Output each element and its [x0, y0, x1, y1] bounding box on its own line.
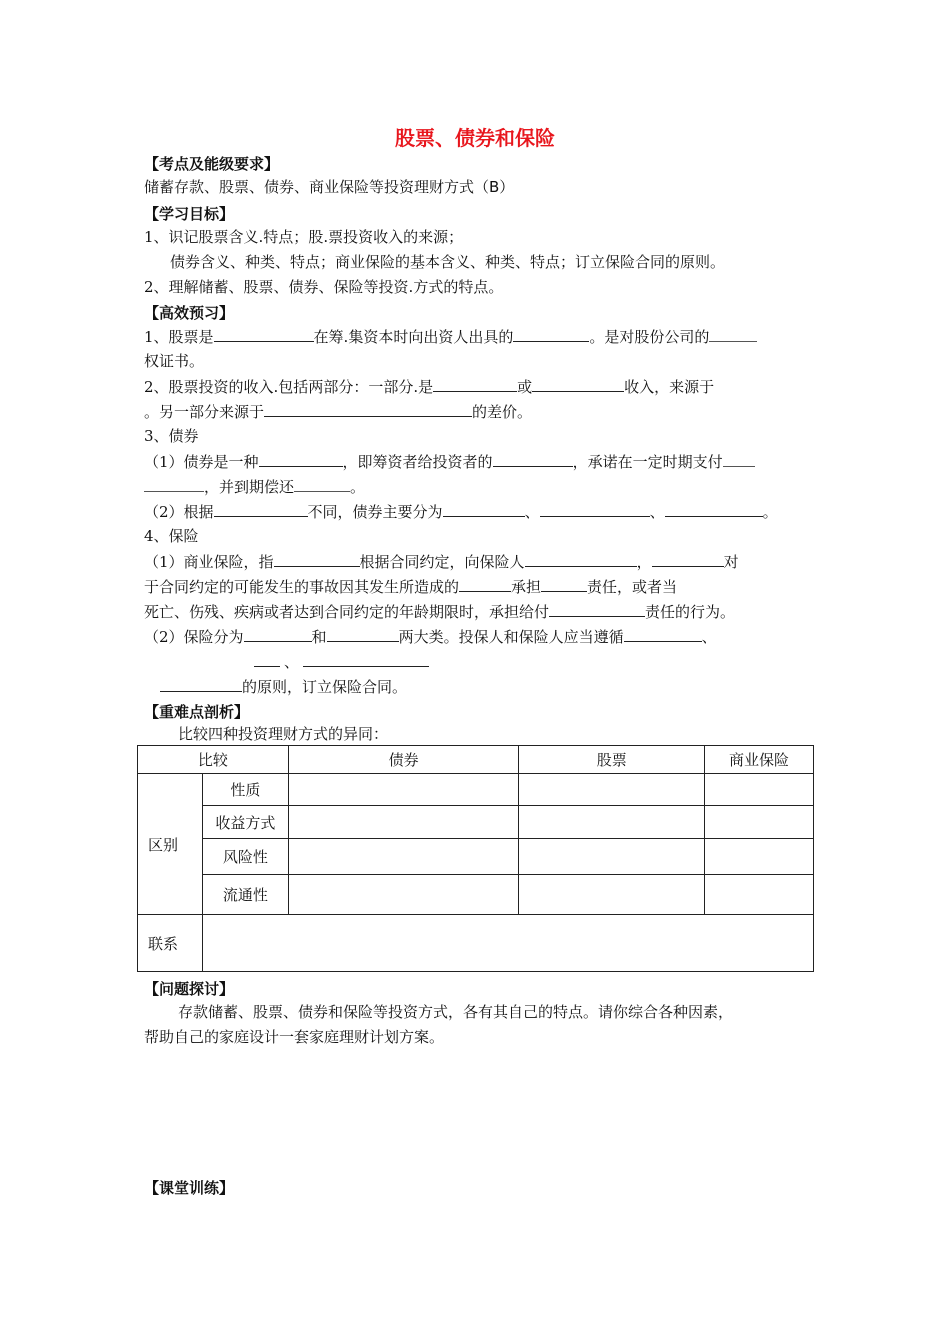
blank-field[interactable]	[443, 501, 525, 517]
discussion-heading: 【问题探讨】	[144, 980, 235, 998]
preview-3-title: 3、债券	[144, 427, 199, 445]
row-label: 收益方式	[202, 806, 288, 839]
table-cell[interactable]	[705, 839, 814, 875]
goals-heading: 【学习目标】	[144, 205, 235, 223]
table-cell[interactable]	[288, 839, 519, 875]
preview-4-1	[144, 551, 739, 572]
table-cell[interactable]	[288, 774, 519, 806]
text: 、	[701, 628, 717, 646]
blank-field[interactable]	[549, 601, 645, 617]
preview-4-2	[144, 626, 717, 647]
preview-1-cont: 权证书。	[144, 352, 205, 370]
row-label: 流通性	[202, 875, 288, 915]
table-cell[interactable]	[202, 915, 813, 972]
text: 的原则，订立保险合同。	[242, 678, 408, 696]
preview-4-2-cont2	[160, 676, 407, 697]
table-row	[138, 839, 814, 875]
text: ，承诺在一定时期支付	[572, 453, 723, 471]
text: 、	[649, 503, 665, 521]
table-cell[interactable]	[519, 839, 705, 875]
table-cell[interactable]	[288, 806, 519, 839]
discussion-text-2: 帮助自己的家庭设计一套家庭理财计划方案。	[144, 1028, 445, 1046]
table-header-row	[138, 746, 814, 774]
link-label: 联系	[138, 915, 203, 972]
blank-field[interactable]	[652, 551, 724, 567]
text: 不同，债券主要分为	[307, 503, 443, 521]
blank-field[interactable]	[214, 501, 308, 517]
requirements-heading: 【考点及能级要求】	[144, 155, 280, 173]
text: （2）根据	[144, 503, 214, 521]
blank-field[interactable]	[665, 501, 763, 517]
blank-field[interactable]	[709, 326, 757, 342]
blank-field[interactable]	[723, 451, 755, 467]
preview-3-1-cont	[144, 476, 365, 497]
blank-field[interactable]	[160, 676, 242, 692]
table-row	[138, 774, 814, 806]
text: 两大类。投保人和保险人应当遵循	[398, 628, 624, 646]
header-compare: 比较	[138, 746, 289, 774]
text: ，即筹资者给投资者的	[342, 453, 493, 471]
comparison-table	[137, 745, 814, 972]
table-row	[138, 875, 814, 915]
discussion-text-1: 存款储蓄、股票、债券和保险等投资方式，各有其自己的特点。请你综合各种因素，	[178, 1003, 734, 1021]
text: 于合同约定的可能发生的事故因其发生所造成的	[144, 578, 460, 596]
text: 责任的行为。	[645, 603, 736, 621]
key-points-text: 比较四种投资理财方式的异同：	[178, 725, 389, 743]
text: 。是对股份公司的	[589, 328, 710, 346]
text: ，	[636, 553, 652, 571]
goal-1b: 债券含义、种类、特点；商业保险的基本含义、种类、特点；订立保险合同的原则。	[170, 253, 726, 271]
preview-4-title: 4、保险	[144, 527, 199, 545]
preview-1-line	[144, 326, 757, 347]
text: 收入，来源于	[624, 378, 715, 396]
table-cell[interactable]	[288, 875, 519, 915]
text: 、	[284, 653, 300, 671]
table-cell[interactable]	[519, 806, 705, 839]
table-cell[interactable]	[519, 875, 705, 915]
text: 在筹.集资本时向出资人出具的	[313, 328, 514, 346]
text: 死亡、伤残、疾病或者达到合同约定的年龄期限时，承担给付	[144, 603, 550, 621]
blank-field[interactable]	[532, 376, 624, 392]
table-cell[interactable]	[705, 774, 814, 806]
page-title: 股票、债券和保险	[395, 126, 555, 150]
preview-3-2	[144, 501, 778, 522]
goal-2: 2、理解储蓄、股票、债券、保险等投资.方式的特点。	[144, 278, 504, 296]
blank-field[interactable]	[244, 626, 312, 642]
blank-field[interactable]	[493, 451, 573, 467]
blank-field[interactable]	[254, 651, 280, 667]
blank-field[interactable]	[274, 551, 360, 567]
row-label: 性质	[202, 774, 288, 806]
blank-field[interactable]	[303, 651, 429, 667]
blank-field[interactable]	[144, 476, 204, 492]
text: 的差价。	[472, 403, 533, 421]
text: 2、股票投资的收入.包括两部分：一部分.是	[144, 378, 434, 396]
header-stock: 股票	[519, 746, 705, 774]
text: 。	[350, 478, 366, 496]
preview-3-1	[144, 451, 755, 472]
blank-field[interactable]	[433, 376, 517, 392]
blank-field[interactable]	[327, 626, 399, 642]
text: 1、股票是	[144, 328, 214, 346]
text: 责任，或者当	[587, 578, 678, 596]
blank-field[interactable]	[294, 476, 350, 492]
preview-4-1-cont	[144, 576, 677, 597]
header-bond: 债券	[288, 746, 519, 774]
requirements-text: 储蓄存款、股票、债券、商业保险等投资理财方式（B）	[144, 178, 515, 196]
text: 。	[762, 503, 778, 521]
blank-field[interactable]	[459, 576, 511, 592]
goal-1: 1、识记股票含义.特点；股.票投资收入的来源；	[144, 228, 464, 246]
blank-field[interactable]	[525, 551, 637, 567]
text: ，并到期偿还	[204, 478, 295, 496]
table-row	[138, 915, 814, 972]
header-insurance: 商业保险	[705, 746, 814, 774]
text: 根据合同约定，向保险人	[359, 553, 525, 571]
text: 对	[723, 553, 739, 571]
text: 或	[517, 378, 533, 396]
text: （2）保险分为	[144, 628, 244, 646]
text: （1）商业保险，指	[144, 553, 274, 571]
text: 、	[524, 503, 540, 521]
blank-field[interactable]	[541, 576, 587, 592]
table-cell[interactable]	[705, 806, 814, 839]
practice-heading: 【课堂训练】	[144, 1179, 235, 1197]
table-cell[interactable]	[705, 875, 814, 915]
blank-field[interactable]	[540, 501, 650, 517]
row-label: 风险性	[202, 839, 288, 875]
table-cell[interactable]	[519, 774, 705, 806]
blank-field[interactable]	[513, 326, 589, 342]
preview-2-line	[144, 376, 714, 397]
table-row	[138, 806, 814, 839]
preview-4-2-cont	[254, 651, 429, 672]
blank-field[interactable]	[624, 626, 702, 642]
text: 和	[311, 628, 327, 646]
preview-heading: 【高效预习】	[144, 304, 235, 322]
preview-4-1-cont2	[144, 601, 735, 622]
text: （1）债券是一种	[144, 453, 259, 471]
key-points-heading: 【重难点剖析】	[144, 703, 250, 721]
preview-2-cont	[144, 401, 532, 422]
blank-field[interactable]	[264, 401, 472, 417]
blank-field[interactable]	[259, 451, 343, 467]
text: 。另一部分来源于	[144, 403, 265, 421]
text: 承担	[511, 578, 542, 596]
blank-field[interactable]	[214, 326, 314, 342]
diff-label: 区别	[138, 774, 203, 915]
